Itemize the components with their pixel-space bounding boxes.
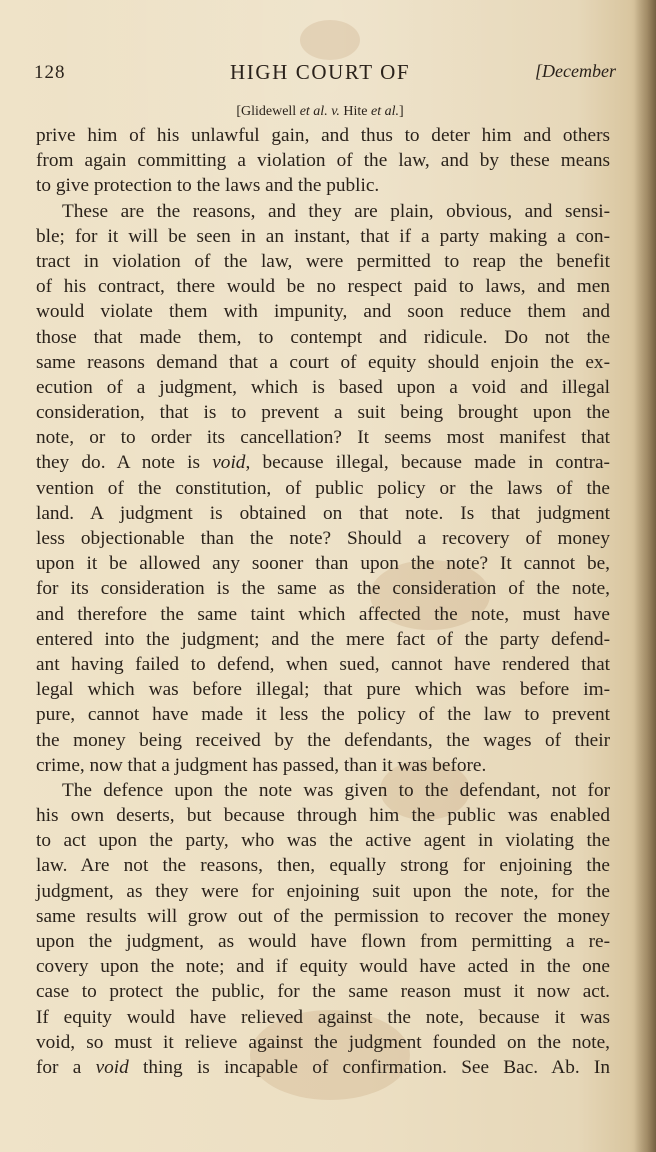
text-line: same results will grow out of the permission to recover the money xyxy=(36,905,610,927)
page-edge-shadow xyxy=(634,0,656,1152)
text-line: his own deserts, but because through him the public was enabled xyxy=(36,805,610,827)
text-line: upon it be allowed any sooner than upon the note? It cannot be, xyxy=(36,553,610,575)
page-number: 128 xyxy=(34,62,66,83)
text-line: for its consideration is the same as the consideration of the note, xyxy=(36,578,610,600)
text-line: covery upon the note; and if equity would have acted in the one xyxy=(36,956,610,978)
body-text xyxy=(36,123,610,1080)
text-segment: , because illegal, because made in contra- xyxy=(245,452,610,474)
text-line: would violate them with impunity, and soon reduce them and xyxy=(36,301,610,323)
text-line: ant having failed to defend, when sued, cannot have rendered that xyxy=(36,653,610,675)
text-line: legal which was before illegal; that pure which was before im- xyxy=(36,679,610,701)
text-line: law. Are not the reasons, then, equally strong for enjoining the xyxy=(36,855,610,877)
paper-stain xyxy=(300,20,360,60)
text-line: tract in violation of the law, were permitted to reap the benefit xyxy=(36,250,610,272)
text-line: pure, cannot have made it less the policy of the law to prevent xyxy=(36,704,610,726)
text-line: and therefore the same taint which affected the note, must have xyxy=(36,603,610,625)
text-line: upon the judgment, as would have flown from permitting a re- xyxy=(36,931,610,952)
text-segment: they do. A note is xyxy=(36,452,213,474)
case-caption xyxy=(0,104,640,120)
caption-versus: v. xyxy=(327,104,344,119)
text-line: those that made them, to contempt and ridicule. Do not the xyxy=(36,326,610,348)
text-line: These are the reasons, and they are plain, obvious, and sensi- xyxy=(62,200,610,222)
text-line: to act upon the party, who was the active agent in violating the xyxy=(36,830,610,852)
text-line: crime, now that a judgment has passed, than it was before. xyxy=(36,754,487,776)
text-line: note, or to order its cancellation? It seems most manifest that xyxy=(36,427,610,449)
text-line: The defence upon the note was given to the defendant, not for xyxy=(62,779,610,801)
text-line: prive him of his unlawful gain, and thus to deter him and others xyxy=(36,125,610,146)
caption-et-al-1: et al. xyxy=(299,104,328,119)
text-line: same reasons demand that a court of equity should enjoin the ex- xyxy=(36,351,610,373)
text-line xyxy=(36,450,610,475)
caption-close: ] xyxy=(399,104,404,119)
text-segment: for a xyxy=(36,1056,96,1078)
caption-party-2: Hite xyxy=(343,104,371,119)
text-line: less objectionable than the note? Should a recovery of money xyxy=(36,528,610,549)
text-line: case to protect the public, for the same reason must it now act. xyxy=(36,981,610,1003)
text-line: from again committing a violation of the law, and by these means xyxy=(36,150,610,172)
text-line: of his contract, there would be no respect paid to laws, and men xyxy=(36,276,610,298)
running-header xyxy=(32,60,616,86)
text-line: the money being received by the defendants, the wages of their xyxy=(36,729,610,751)
text-line: to give protection to the laws and the public. xyxy=(36,175,380,197)
italic-word: void xyxy=(95,1056,129,1078)
text-line: If equity would have relieved against the note, because it was xyxy=(36,1006,610,1028)
caption-open: [Glidewell xyxy=(236,104,300,119)
text-line: void, so must it relieve against the judgment founded on the note, xyxy=(36,1031,610,1053)
running-month: [December xyxy=(535,61,616,81)
text-line: entered into the judgment; and the mere fact of the party defend- xyxy=(36,628,610,650)
italic-word: void xyxy=(212,452,246,474)
text-line: ecution of a judgment, which is based upon a void and illegal xyxy=(36,376,610,398)
text-line: consideration, that is to prevent a suit being brought upon the xyxy=(36,402,610,424)
text-line: land. A judgment is obtained on that note. Is that judgment xyxy=(36,502,610,524)
text-line xyxy=(36,1055,610,1080)
text-line: vention of the constitution, of public policy or the laws of the xyxy=(36,477,610,499)
caption-et-al-2: et al. xyxy=(371,104,399,119)
running-title: HIGH COURT OF xyxy=(230,60,411,84)
text-line: judgment, as they were for enjoining suit upon the note, for the xyxy=(36,880,610,902)
text-line: ble; for it will be seen in an instant, that if a party making a con- xyxy=(36,225,610,247)
text-segment: thing is incapable of confirmation. See Bac. Ab. In xyxy=(128,1056,610,1078)
